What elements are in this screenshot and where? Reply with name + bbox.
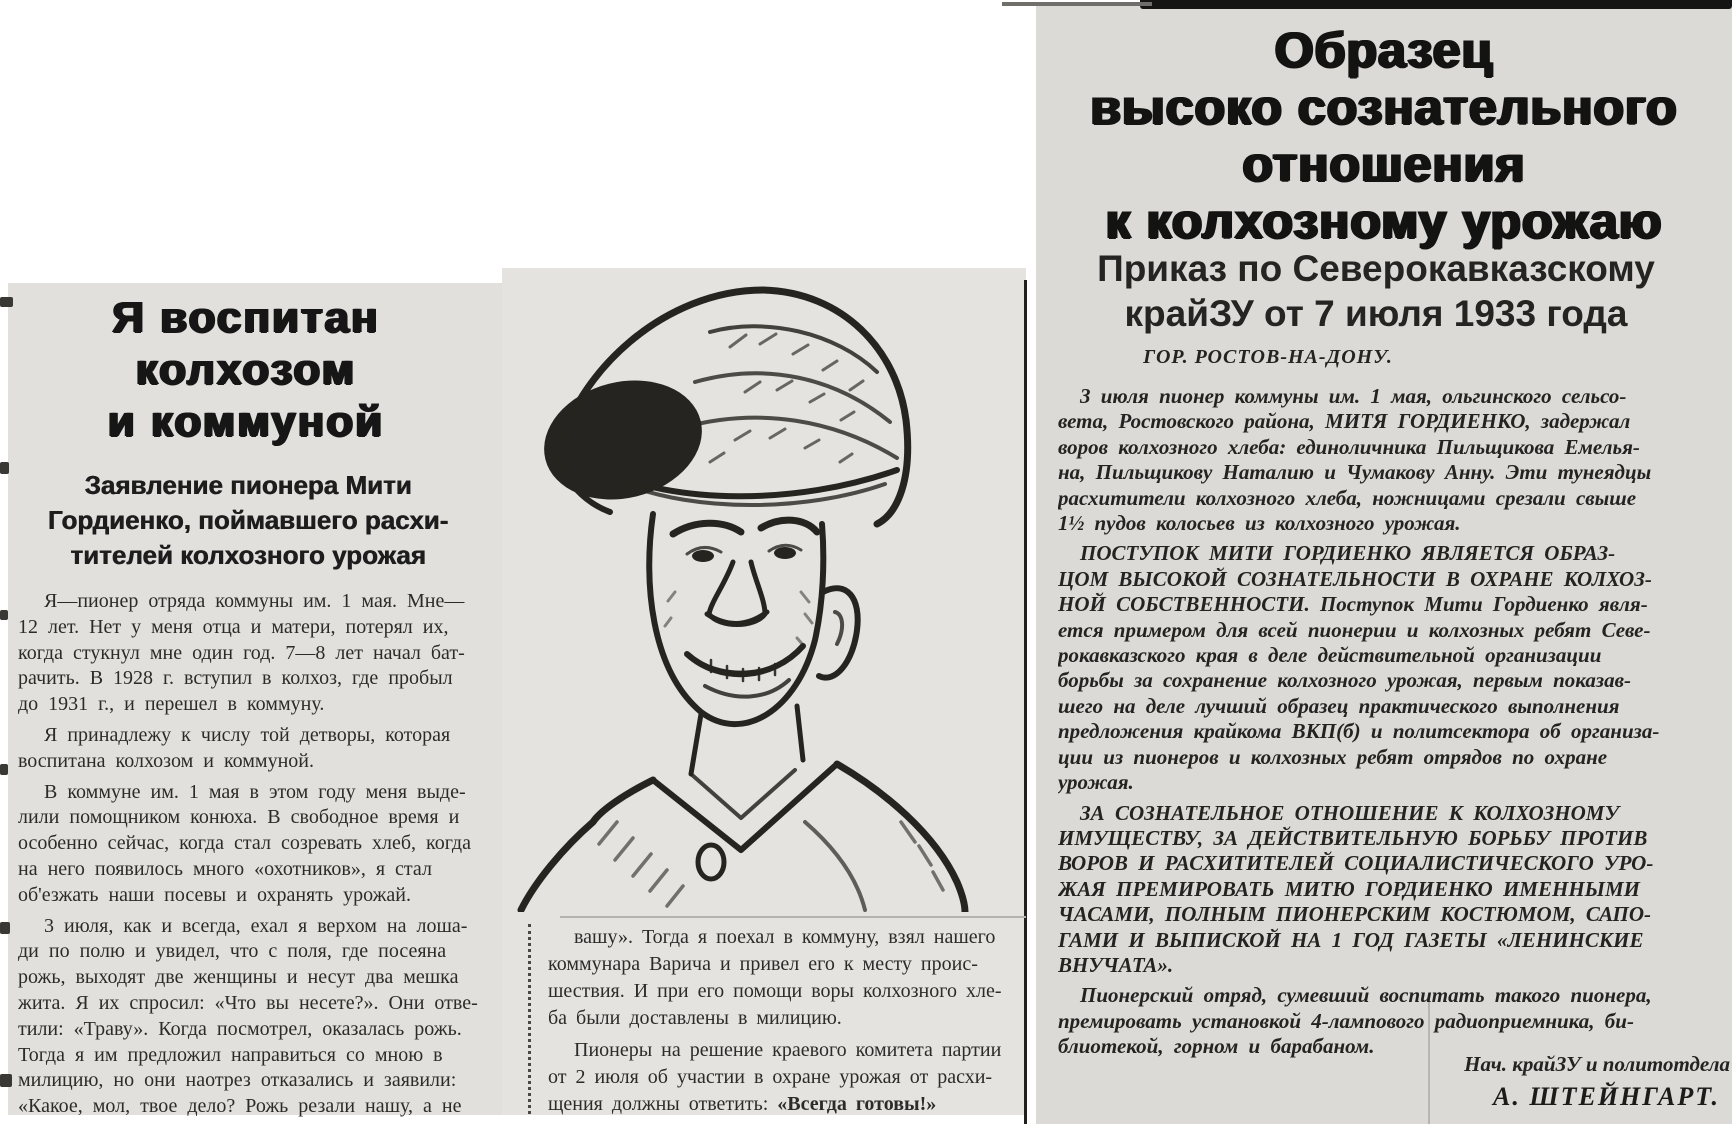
text-line: Гордиенко, поймавшего расхи-	[47, 505, 449, 535]
text-line: высоко сознательного	[1090, 79, 1678, 135]
left-article-headline	[8, 292, 484, 448]
text-line: Пионеры на решение краевого комитета партии	[574, 1039, 1002, 1061]
text-line: Я—пионер отряда коммуны им. 1 мая. Мне—	[44, 590, 465, 612]
text-line: рокавказского края в деле действительной организации	[1058, 643, 1602, 668]
paragraph	[548, 1037, 1026, 1118]
text-line: ба были доставлены в милицию.	[548, 1007, 842, 1029]
scan-artifact	[0, 610, 8, 620]
text-line: и коммуной	[107, 397, 385, 446]
paragraph	[548, 924, 1026, 1032]
text-line: 3 июля, как и всегда, ехал я верхом на лоша-	[44, 914, 468, 937]
text-line: борьбы за сохранение колхозного урожая, первым показав-	[1058, 668, 1631, 693]
text-line: к колхозному урожаю	[1105, 193, 1663, 249]
text-line: шего на деле лучший образец практического выполнения	[1058, 693, 1620, 718]
always-ready-slogan: «Всегда готовы!»	[777, 1093, 937, 1115]
text-line: премировать установкой 4-лампового радиоприемника, би-	[1058, 1008, 1634, 1033]
text-line: отношения	[1242, 136, 1526, 192]
text-line: ется примером для всей пионерии и колхозных ребят Севе-	[1058, 617, 1651, 642]
text-line: от 2 июля об участии в охране урожая от расхи-	[548, 1066, 993, 1088]
right-article-headline	[1036, 22, 1732, 250]
text-line: коммунара Варича и привел его к месту проис-	[548, 953, 978, 975]
text-line: на, Пильщикову Наталию и Чумакову Анну. Эти тунеядцы	[1058, 460, 1652, 485]
text-line: Тогда я им предложил направиться со мною в	[18, 1043, 443, 1066]
text-line: урожая.	[1058, 770, 1134, 795]
text-line	[548, 1091, 1026, 1118]
torn-edge-strip	[1140, 0, 1732, 9]
paragraph	[1058, 384, 1732, 536]
text-line: ции из пионеров и колхозных ребят отрядов по охране	[1058, 744, 1608, 769]
text-line: предложения крайкома ВКП(б) и политсектора об организа-	[1058, 719, 1660, 744]
text-line: ЗА СОЗНАТЕЛЬНОЕ ОТНОШЕНИЕ К КОЛХОЗНОМУ	[1080, 800, 1620, 825]
text-segment: щения должны ответить:	[548, 1093, 778, 1115]
text-line: 1½ пудов колосьев из колхозного урожая.	[1058, 511, 1461, 536]
text-line: ИМУЩЕСТВУ, ЗА ДЕЙСТВИТЕЛЬНУЮ БОРЬБУ ПРОТИВ	[1058, 825, 1648, 850]
text-line: Пионерский отряд, сумевший воспитать такого пионера,	[1080, 983, 1652, 1008]
text-line: милицию, но они наотрез отказались и заявили:	[18, 1069, 457, 1092]
text-line: ди по полю и увидел, что с поля, где посеяна	[18, 940, 447, 963]
paragraph	[18, 914, 494, 1120]
text-line: ЖАЯ ПРЕМИРОВАТЬ МИТЮ ГОРДИЕНКО ИМЕННЫМИ	[1058, 876, 1641, 901]
text-line: ВНУЧАТА».	[1058, 952, 1174, 977]
text-line: «Какое, мол, твое дело? Рожь резали нашу, а не	[18, 1095, 462, 1118]
left-article-subheadline	[8, 468, 488, 573]
text-line: расхитители колхозного хлеба, ножницами срезали свыше	[1058, 485, 1637, 510]
signature-role: Нач. крайЗУ и политотдела	[1464, 1052, 1730, 1076]
left-article-body	[18, 589, 494, 1118]
text-line: ВОРОВ И РАСХИТИТЕЛЕЙ СОЦИАЛИСТИЧЕСКОГО УРО-	[1058, 851, 1654, 876]
scan-artifact	[0, 764, 8, 775]
scan-artifact	[0, 922, 10, 934]
paragraph	[18, 780, 494, 909]
text-line: рачить. В 1928 г. вступил в колхоз, где пробыл	[18, 667, 453, 690]
text-line: жита. Я их спросил: «Что вы несете?». Они отве-	[18, 991, 478, 1014]
scan-artifact	[0, 1074, 12, 1087]
text-line: В коммуне им. 1 мая в этом году меня выде-	[44, 780, 466, 803]
signature-name: А. ШТЕЙНГАРТ.	[1492, 1082, 1720, 1111]
text-line: лили помощником конюха. В свободное время и	[18, 806, 460, 829]
text-line: ГАМИ И ВЫПИСКОЙ НА 1 ГОД ГАЗЕТЫ «ЛЕНИНСКИЕ	[1058, 927, 1644, 952]
text-line: Приказ по Северокавказскому	[1097, 248, 1655, 289]
text-line: ЦОМ ВЫСОКОЙ СОЗНАТЕЛЬНОСТИ В ОХРАНЕ КОЛХОЗ-	[1058, 566, 1652, 591]
text-line: блиотекой, горном и барабаном.	[1058, 1034, 1375, 1059]
text-line: ЧАСАМИ, ПОЛНЫМ ПИОНЕРСКИМ КОСТЮМОМ, САПО-	[1058, 902, 1652, 927]
paragraph	[1058, 801, 1732, 979]
right-article-subheadline	[1036, 246, 1716, 336]
paragraph	[1058, 541, 1732, 795]
text-line: воспитана колхозом и коммуной.	[18, 749, 314, 772]
text-line: 3 июля пионер коммуны им. 1 мая, ольгинского сельсо-	[1080, 384, 1627, 408]
paragraph	[18, 723, 494, 775]
text-line: Заявление пионера Мити	[84, 470, 412, 500]
text-line: Я принадлежу к числу той детворы, которая	[44, 723, 451, 746]
text-line: крайЗУ от 7 июля 1933 года	[1124, 293, 1628, 334]
text-line: Образец	[1274, 22, 1494, 78]
text-line: до 1931 г., и перешел в коммуну.	[18, 693, 325, 716]
text-line: вета, Ростовского района, МИТЯ ГОРДИЕНКО, задержал	[1058, 409, 1631, 434]
text-line: вашу». Тогда я поехал в коммуну, взял нашего	[574, 926, 996, 948]
text-line: Я воспитан	[112, 293, 380, 342]
text-line: тителей колхозного урожая	[70, 540, 426, 570]
text-line: когда стукнул мне один год. 7—8 лет начал бат-	[18, 641, 465, 664]
torn-edge-strip-lead	[1002, 2, 1152, 6]
text-line: шествия. И при его помощи воры колхозного хле-	[548, 980, 1002, 1002]
text-line: тили: «Траву». Когда посмотрел, оказалась рожь.	[18, 1017, 462, 1040]
text-line: воров колхозного хлеба: единоличника Пильщикова Емелья-	[1058, 434, 1640, 459]
pioneer-portrait-illustration	[505, 262, 975, 912]
text-line: НОЙ СОБСТВЕННОСТИ. Поступок Мити Гордиенко явля-	[1058, 592, 1648, 617]
dotted-column-rule	[528, 924, 531, 1114]
middle-column-text	[548, 924, 1026, 1114]
dateline: ГОР. РОСТОВ-НА-ДОНУ.	[1143, 346, 1393, 368]
horizontal-rule	[560, 916, 1026, 918]
text-line: 12 лет. Нет у меня отца и матери, потерял их,	[18, 615, 449, 638]
text-line: ПОСТУПОК МИТИ ГОРДИЕНКО ЯВЛЯЕТСЯ ОБРАЗ-	[1080, 541, 1616, 566]
text-line: колхозом	[135, 345, 357, 394]
text-line: рожь, выходят две женщины и несут два мешка	[18, 966, 459, 989]
paragraph	[1058, 983, 1732, 1059]
text-line: об'езжать наши посевы и охранять урожай.	[18, 883, 411, 906]
paragraph	[18, 589, 494, 718]
text-line: особенно сейчас, когда стал созревать хлеб, когда	[18, 832, 471, 855]
right-article-body	[1058, 384, 1732, 1060]
text-line: на него появилось много «охотников», я стал	[18, 857, 432, 880]
